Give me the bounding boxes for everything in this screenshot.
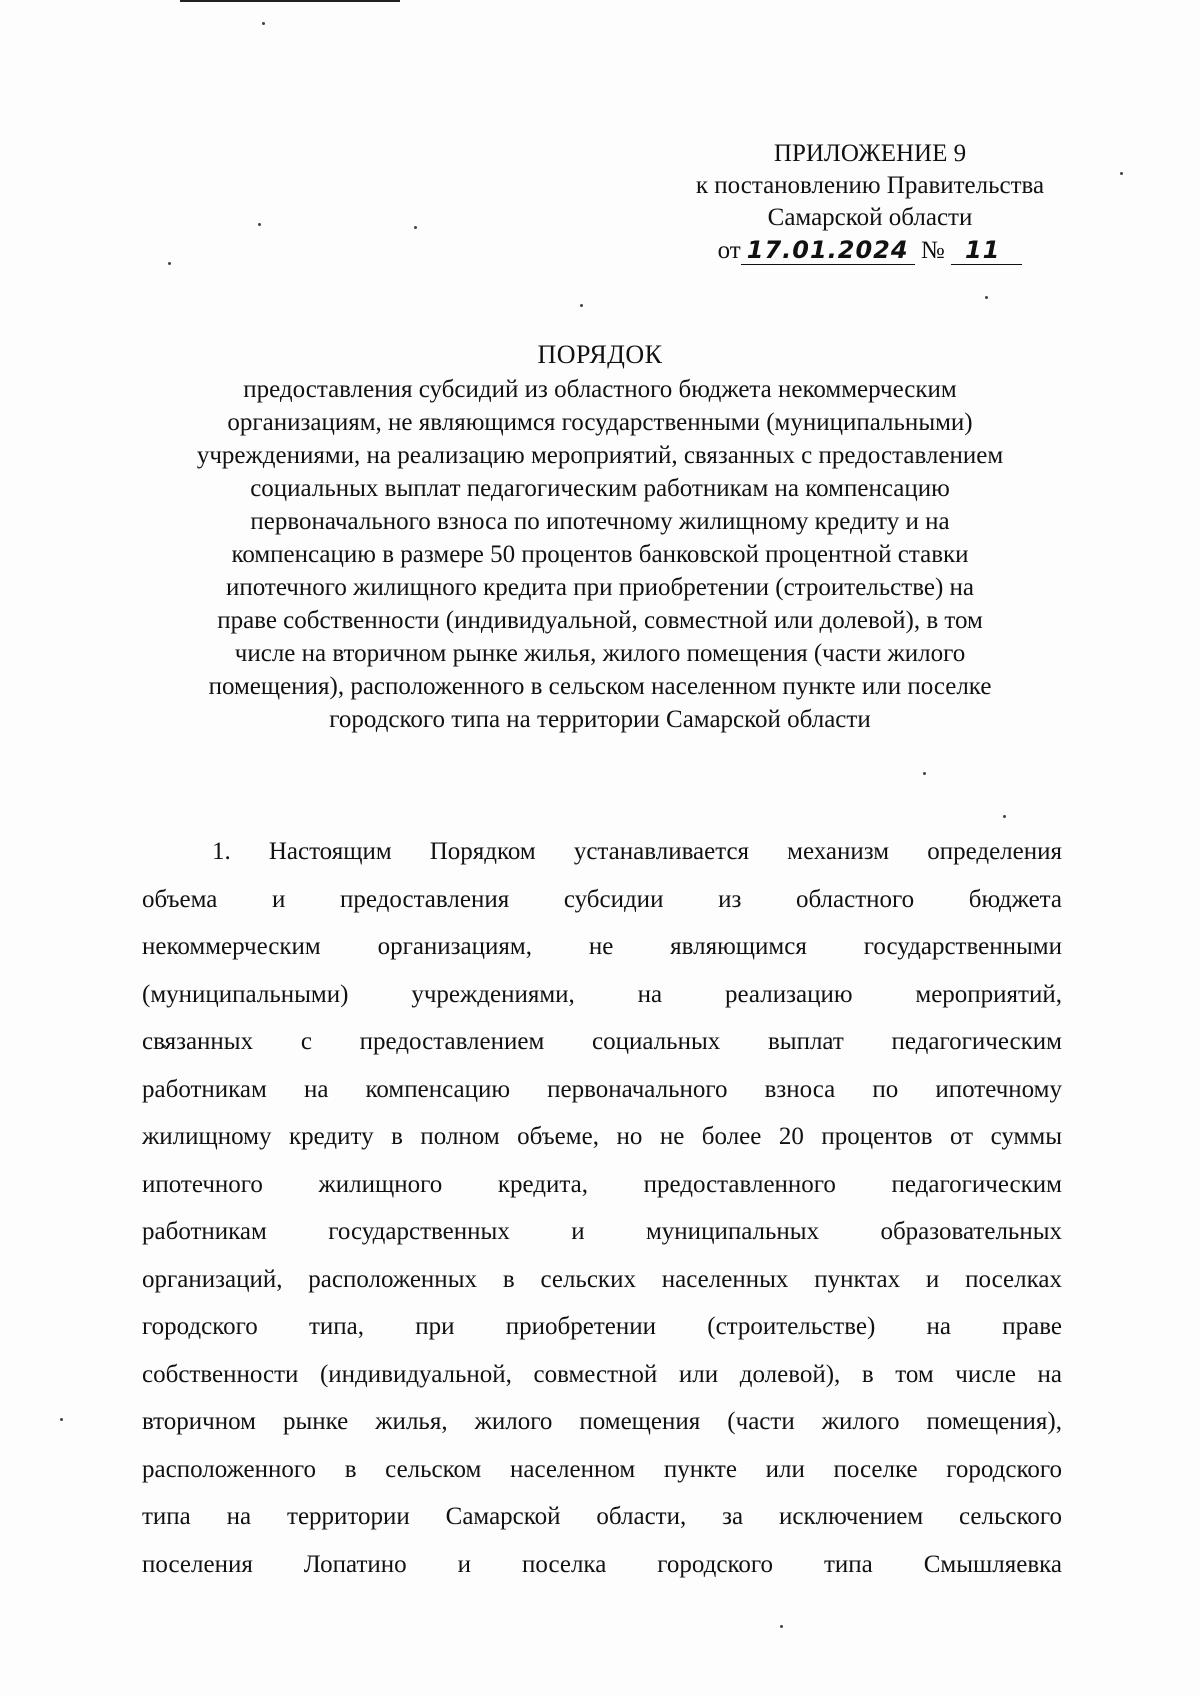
- subtitle-line: помещения), расположенного в сельском населенном пункте или поселке: [208, 673, 992, 700]
- document-heading: ПОРЯДОК: [537, 340, 663, 369]
- subtitle-line: ипотечного жилищного кредита при приобретении (строительстве) на: [225, 574, 974, 601]
- scan-speck: [258, 223, 261, 226]
- paragraph-line: некоммерческим организациям, не являющимся государственными: [142, 933, 1062, 960]
- paragraph-line: расположенного в сельском населенном пункте или поселке городского: [142, 1455, 1062, 1483]
- paragraph-line: ипотечного жилищного кредита, предоставленного педагогическим: [142, 1170, 1062, 1198]
- paragraph-line: организаций, расположенных в сельских населенных пунктах и поселках: [142, 1265, 1062, 1293]
- paragraph-line: вторичном рынке жилья, жилого помещения (части жилого помещения),: [142, 1408, 1062, 1435]
- subtitle-line: предоставления субсидий из областного бюджета некоммерческим: [243, 376, 957, 403]
- paragraph-line: типа на территории Самарской области, за исключением сельского: [142, 1503, 1062, 1530]
- paragraph-line: собственности (индивидуальной, совместной или долевой), в том числе на: [142, 1360, 1062, 1388]
- scan-speck: [580, 304, 583, 307]
- scan-speck: [780, 1625, 783, 1628]
- paragraph-line: городского типа, при приобретении (строительстве) на праве: [142, 1313, 1062, 1340]
- paragraph-1: [142, 828, 1062, 1588]
- subtitle-line: компенсацию в размере 50 процентов банковской процентной ставки: [231, 541, 969, 568]
- handwritten-date: 17.01.2024: [741, 236, 915, 265]
- subtitle-line: социальных выплат педагогическим работникам на компенсацию: [250, 475, 950, 502]
- appendix-title: ПРИЛОЖЕНИЕ 9: [773, 140, 967, 167]
- document-title-block: [130, 338, 1070, 736]
- paragraph-line: (муниципальными) учреждениями, на реализацию мероприятий,: [142, 980, 1062, 1008]
- paragraph-line: работникам на компенсацию первоначального взноса по ипотечному: [142, 1075, 1062, 1103]
- subtitle-line: первоначального взноса по ипотечному жилищному кредиту и на: [250, 508, 950, 535]
- paragraph-line: связанных с предоставлением социальных выплат педагогическим: [142, 1028, 1062, 1055]
- scan-speck: [168, 262, 171, 265]
- scan-speck: [262, 22, 265, 25]
- scan-speck: [923, 772, 926, 775]
- paragraph-line: объема и предоставления субсидии из областного бюджета: [142, 885, 1062, 913]
- paragraph-line: работникам государственных и муниципальных образовательных: [142, 1218, 1062, 1245]
- subtitle-line: учреждениями, на реализацию мероприятий, связанных с предоставлением: [196, 442, 1004, 469]
- number-prefix: №: [920, 237, 945, 264]
- paragraph-line: поселения Лопатино и поселка городского типа Смышляевка: [142, 1550, 1062, 1578]
- appendix-block: [610, 138, 1130, 267]
- scan-speck: [1003, 815, 1006, 818]
- subtitle-line: организациям, не являющимся государственными (муниципальными): [227, 409, 973, 436]
- appendix-resolution-line: к постановлению Правительства: [695, 172, 1045, 199]
- paragraph-line: 1. Настоящим Порядком устанавливается механизм определения: [212, 838, 1062, 865]
- handwritten-number: 11: [951, 236, 1022, 265]
- scan-speck: [414, 226, 417, 229]
- subtitle-line: праве собственности (индивидуальной, совместной или долевой), в том: [217, 607, 983, 634]
- subtitle-line: числе на вторичном рынке жилья, жилого помещения (части жилого: [234, 640, 966, 667]
- appendix-region-line: Самарской области: [767, 204, 973, 231]
- scan-speck: [60, 1418, 63, 1421]
- paragraph-line: жилищному кредиту в полном объеме, но не более 20 процентов от суммы: [142, 1123, 1062, 1150]
- subtitle-line: городского типа на территории Самарской области: [329, 706, 871, 733]
- date-prefix: от: [717, 237, 741, 264]
- scan-artifact-line: [180, 0, 400, 2]
- scan-speck: [985, 296, 988, 299]
- appendix-date-line: [610, 234, 1130, 267]
